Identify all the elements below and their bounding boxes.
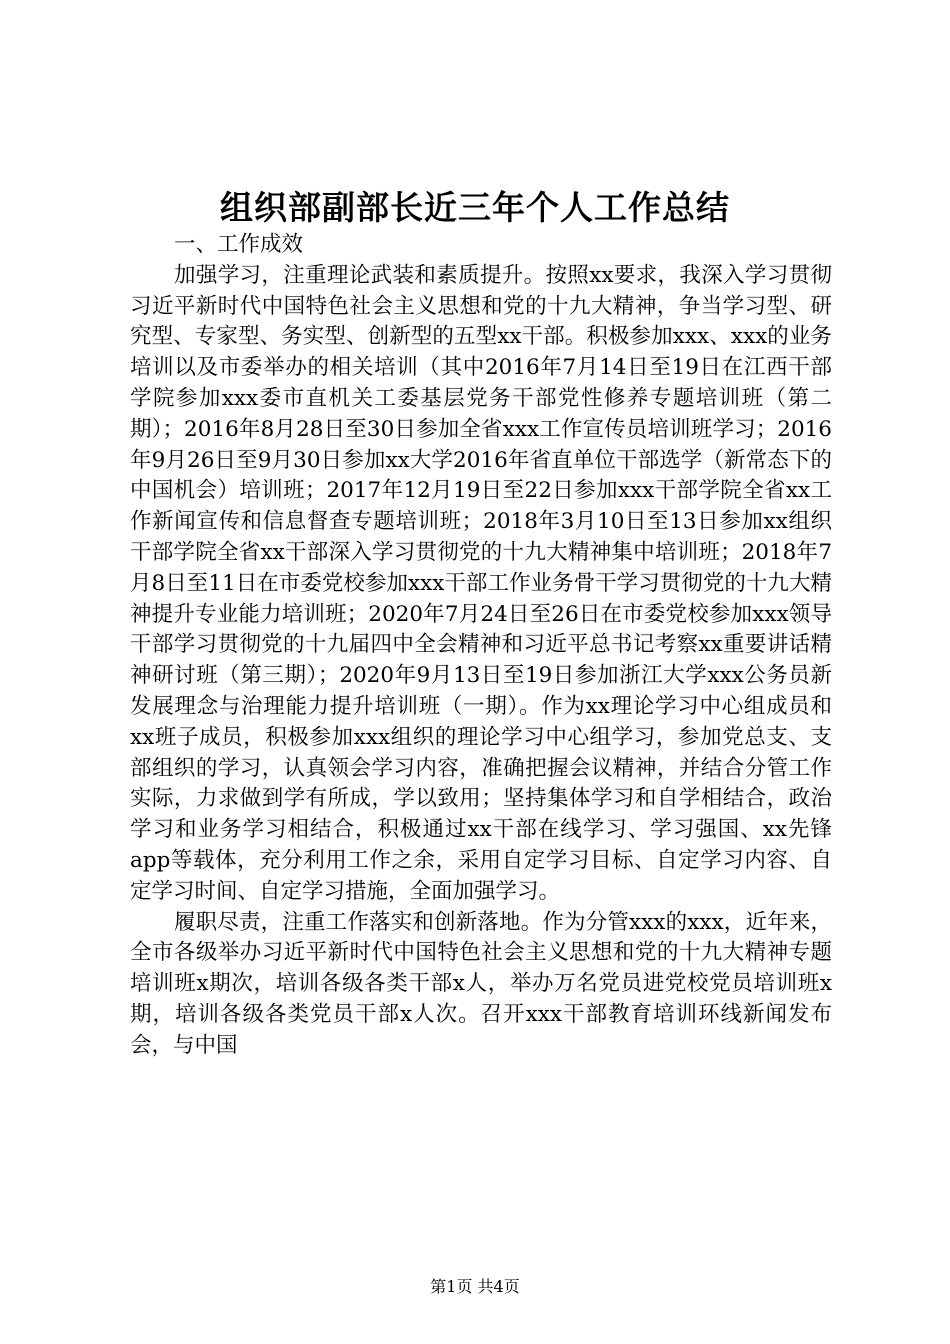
- document-body: [130, 230, 832, 1062]
- document-title: 组织部副部长近三年个人工作总结: [220, 188, 730, 227]
- paragraph-study: 加强学习，注重理论武装和素质提升。按照xx要求，我深入学习贯彻习近平新时代中国特色社会主义思想和党的十九大精神，争当学习型、研究型、专家型、务实型、创新型的五型xx干部。积极参加xxx、xxx的业务培训以及市委举办的相关培训（其中2016年7月14日至19日在江西干部学院参加xxx委市直机关工委基层党务干部党性修养专题培训班（第二期）；2016年8月28日至30日参加全省xxx工作宣传员培训班学习；2016年9月26日至9月30日参加xx大学2016年省直单位干部选学（新常态下的中国机会）培训班；2017年12月19日至22日参加xxx干部学院全省xx工作新闻宣传和信息督查专题培训班；2018年3月10日至13日参加xx组织干部学院全省xx干部深入学习贯彻党的十九大精神集中培训班；2018年7月8日至11日在市委党校参加xxx干部工作业务骨干学习贯彻党的十九大精神提升专业能力培训班；2020年7月24日至26日在市委党校参加xxx领导干部学习贯彻党的十九届四中全会精神和习近平总书记考察xx重要讲话精神研讨班（第三期）；2020年9月13日至19日参加浙江大学xxx公务员新发展理念与治理能力提升培训班（一期）。作为xx理论学习中心组成员和xx班子成员，积极参加xxx组织的理论学习中心组学习，参加党总支、支部组织的学习，认真领会学习内容，准确把握会议精神，并结合分管工作实际，力求做到学有所成，学以致用；坚持集体学习和自学相结合，政治学习和业务学习相结合，积极通过xx干部在线学习、学习强国、xx先锋app等载体，充分利用工作之余，采用自定学习目标、自定学习内容、自定学习时间、自定学习措施，全面加强学习。: [130, 262, 832, 904]
- page-number-footer: 第1页 共4页: [430, 1277, 520, 1296]
- section-heading: 一、工作成效: [174, 232, 304, 257]
- paragraph-duty: 履职尽责，注重工作落实和创新落地。作为分管xxx的xxx，近年来，全市各级举办习近平新时代中国特色社会主义思想和党的十九大精神专题培训班x期次，培训各级各类干部x人，举办万名党员进党校党员培训班x期，培训各级各类党员干部x人次。召开xxx干部教育培训环线新闻发布会，与中国: [130, 909, 832, 1058]
